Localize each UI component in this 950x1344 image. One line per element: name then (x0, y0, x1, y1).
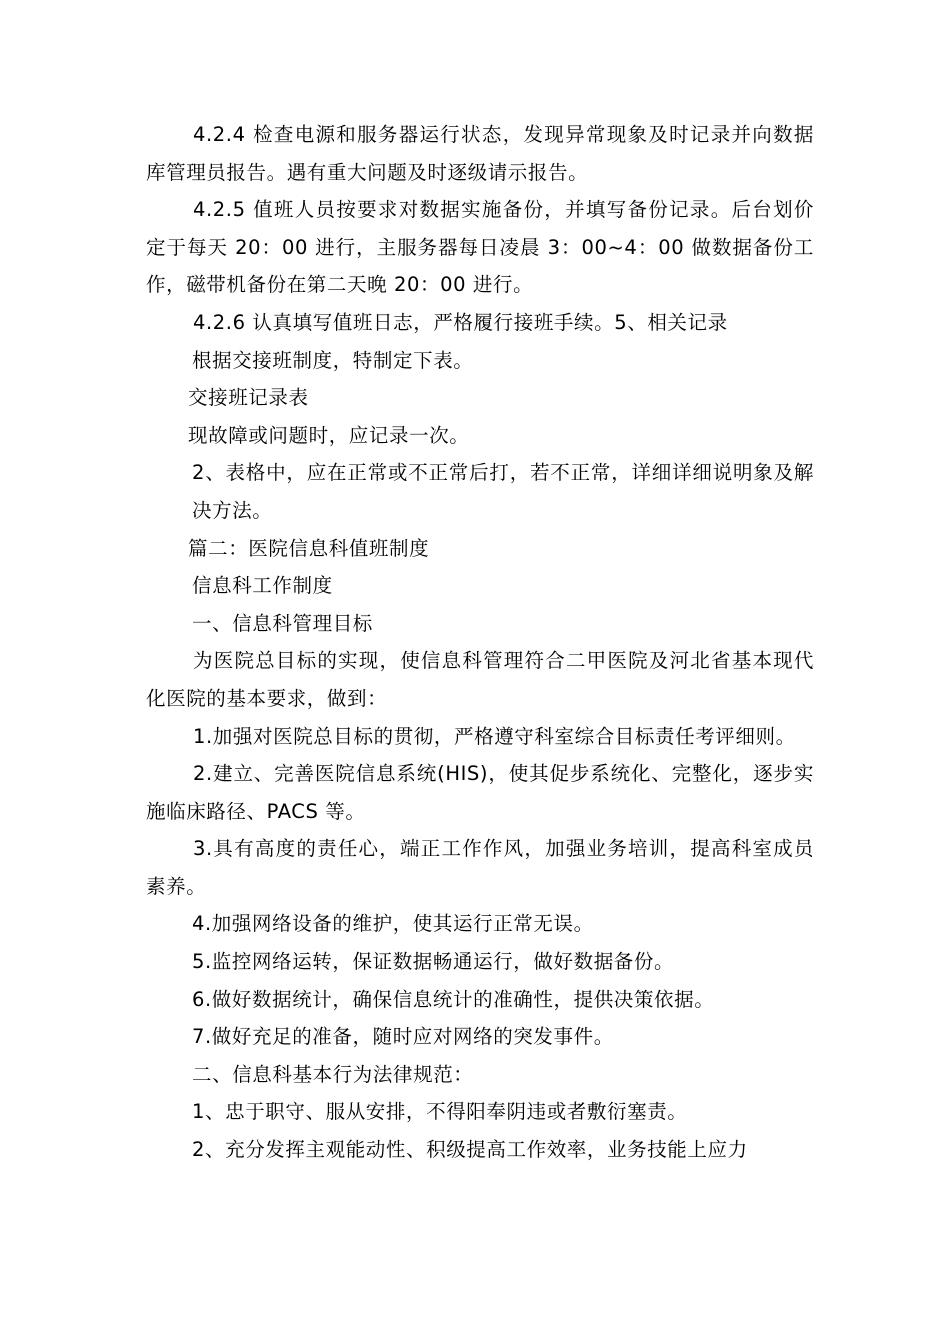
paragraph-goals-intro: 为医院总目标的实现，使信息科管理符合二甲医院及河北省基本现代化医院的基本要求，做到： (146, 649, 814, 710)
document-body (146, 116, 814, 1169)
list-item-goal-6: 6.做好数据统计，确保信息统计的准确性，提供决策依据。 (192, 987, 715, 1011)
section-heading-work-system: 信息科工作制度 (192, 574, 333, 598)
paragraph-4-2-6: 4.2.6 认真填写值班日志，严格履行接班手续。5、相关记录 (193, 310, 728, 334)
paragraph-shift-table-intro: 根据交接班制度，特制定下表。 (192, 348, 474, 372)
section-heading-conduct-norms: 二、信息科基本行为法律规范： (192, 1062, 474, 1086)
list-item-norm-2: 2、充分发挥主观能动性、积级提高工作效率，业务技能上应力 (192, 1138, 748, 1162)
list-item-goal-3: 3.具有高度的责任心，端正工作作风，加强业务培训，提高科室成员素养。 (146, 837, 814, 898)
paragraph-4-2-4: 4.2.4 检查电源和服务器运行状态，发现异常现象及时记录并向数据库管理员报告。遇有重大问题及时逐级请示报告。 (146, 123, 814, 184)
paragraph-table-note: 2、表格中，应在正常或不正常后打，若不正常，详细详细说明象及解决方法。 (192, 461, 814, 522)
list-item-norm-1: 1、忠于职守、服从安排，不得阳奉阴违或者敷衍塞责。 (192, 1100, 688, 1124)
paragraph-fault-record: 现故障或问题时，应记录一次。 (188, 423, 470, 447)
paragraph-4-2-5: 4.2.5 值班人员按要求对数据实施备份，并填写备份记录。后台划价定于每天 20：00 进行，主服务器每日凌晨 3：00~4：00 做数据备份工作，磁带机备份在第二天晚 20：00 进行。 (146, 198, 814, 297)
section-heading-management-goals: 一、信息科管理目标 (192, 611, 373, 635)
list-item-goal-4: 4.加强网络设备的维护，使其运行正常无误。 (192, 912, 594, 936)
list-item-goal-5: 5.监控网络运转，保证数据畅通运行，做好数据备份。 (192, 950, 675, 974)
section-heading-part-two: 篇二：医院信息科值班制度 (188, 536, 430, 560)
list-item-goal-1: 1.加强对医院总目标的贯彻，严格遵守科室综合目标责任考评细则。 (193, 724, 796, 748)
list-item-goal-7: 7.做好充足的准备，随时应对网络的突发事件。 (192, 1025, 614, 1049)
paragraph-shift-table-title: 交接班记录表 (188, 386, 309, 410)
list-item-goal-2: 2.建立、完善医院信息系统(HIS)，使其促步系统化、完整化，逐步实施临床路径、PACS 等。 (146, 762, 814, 823)
